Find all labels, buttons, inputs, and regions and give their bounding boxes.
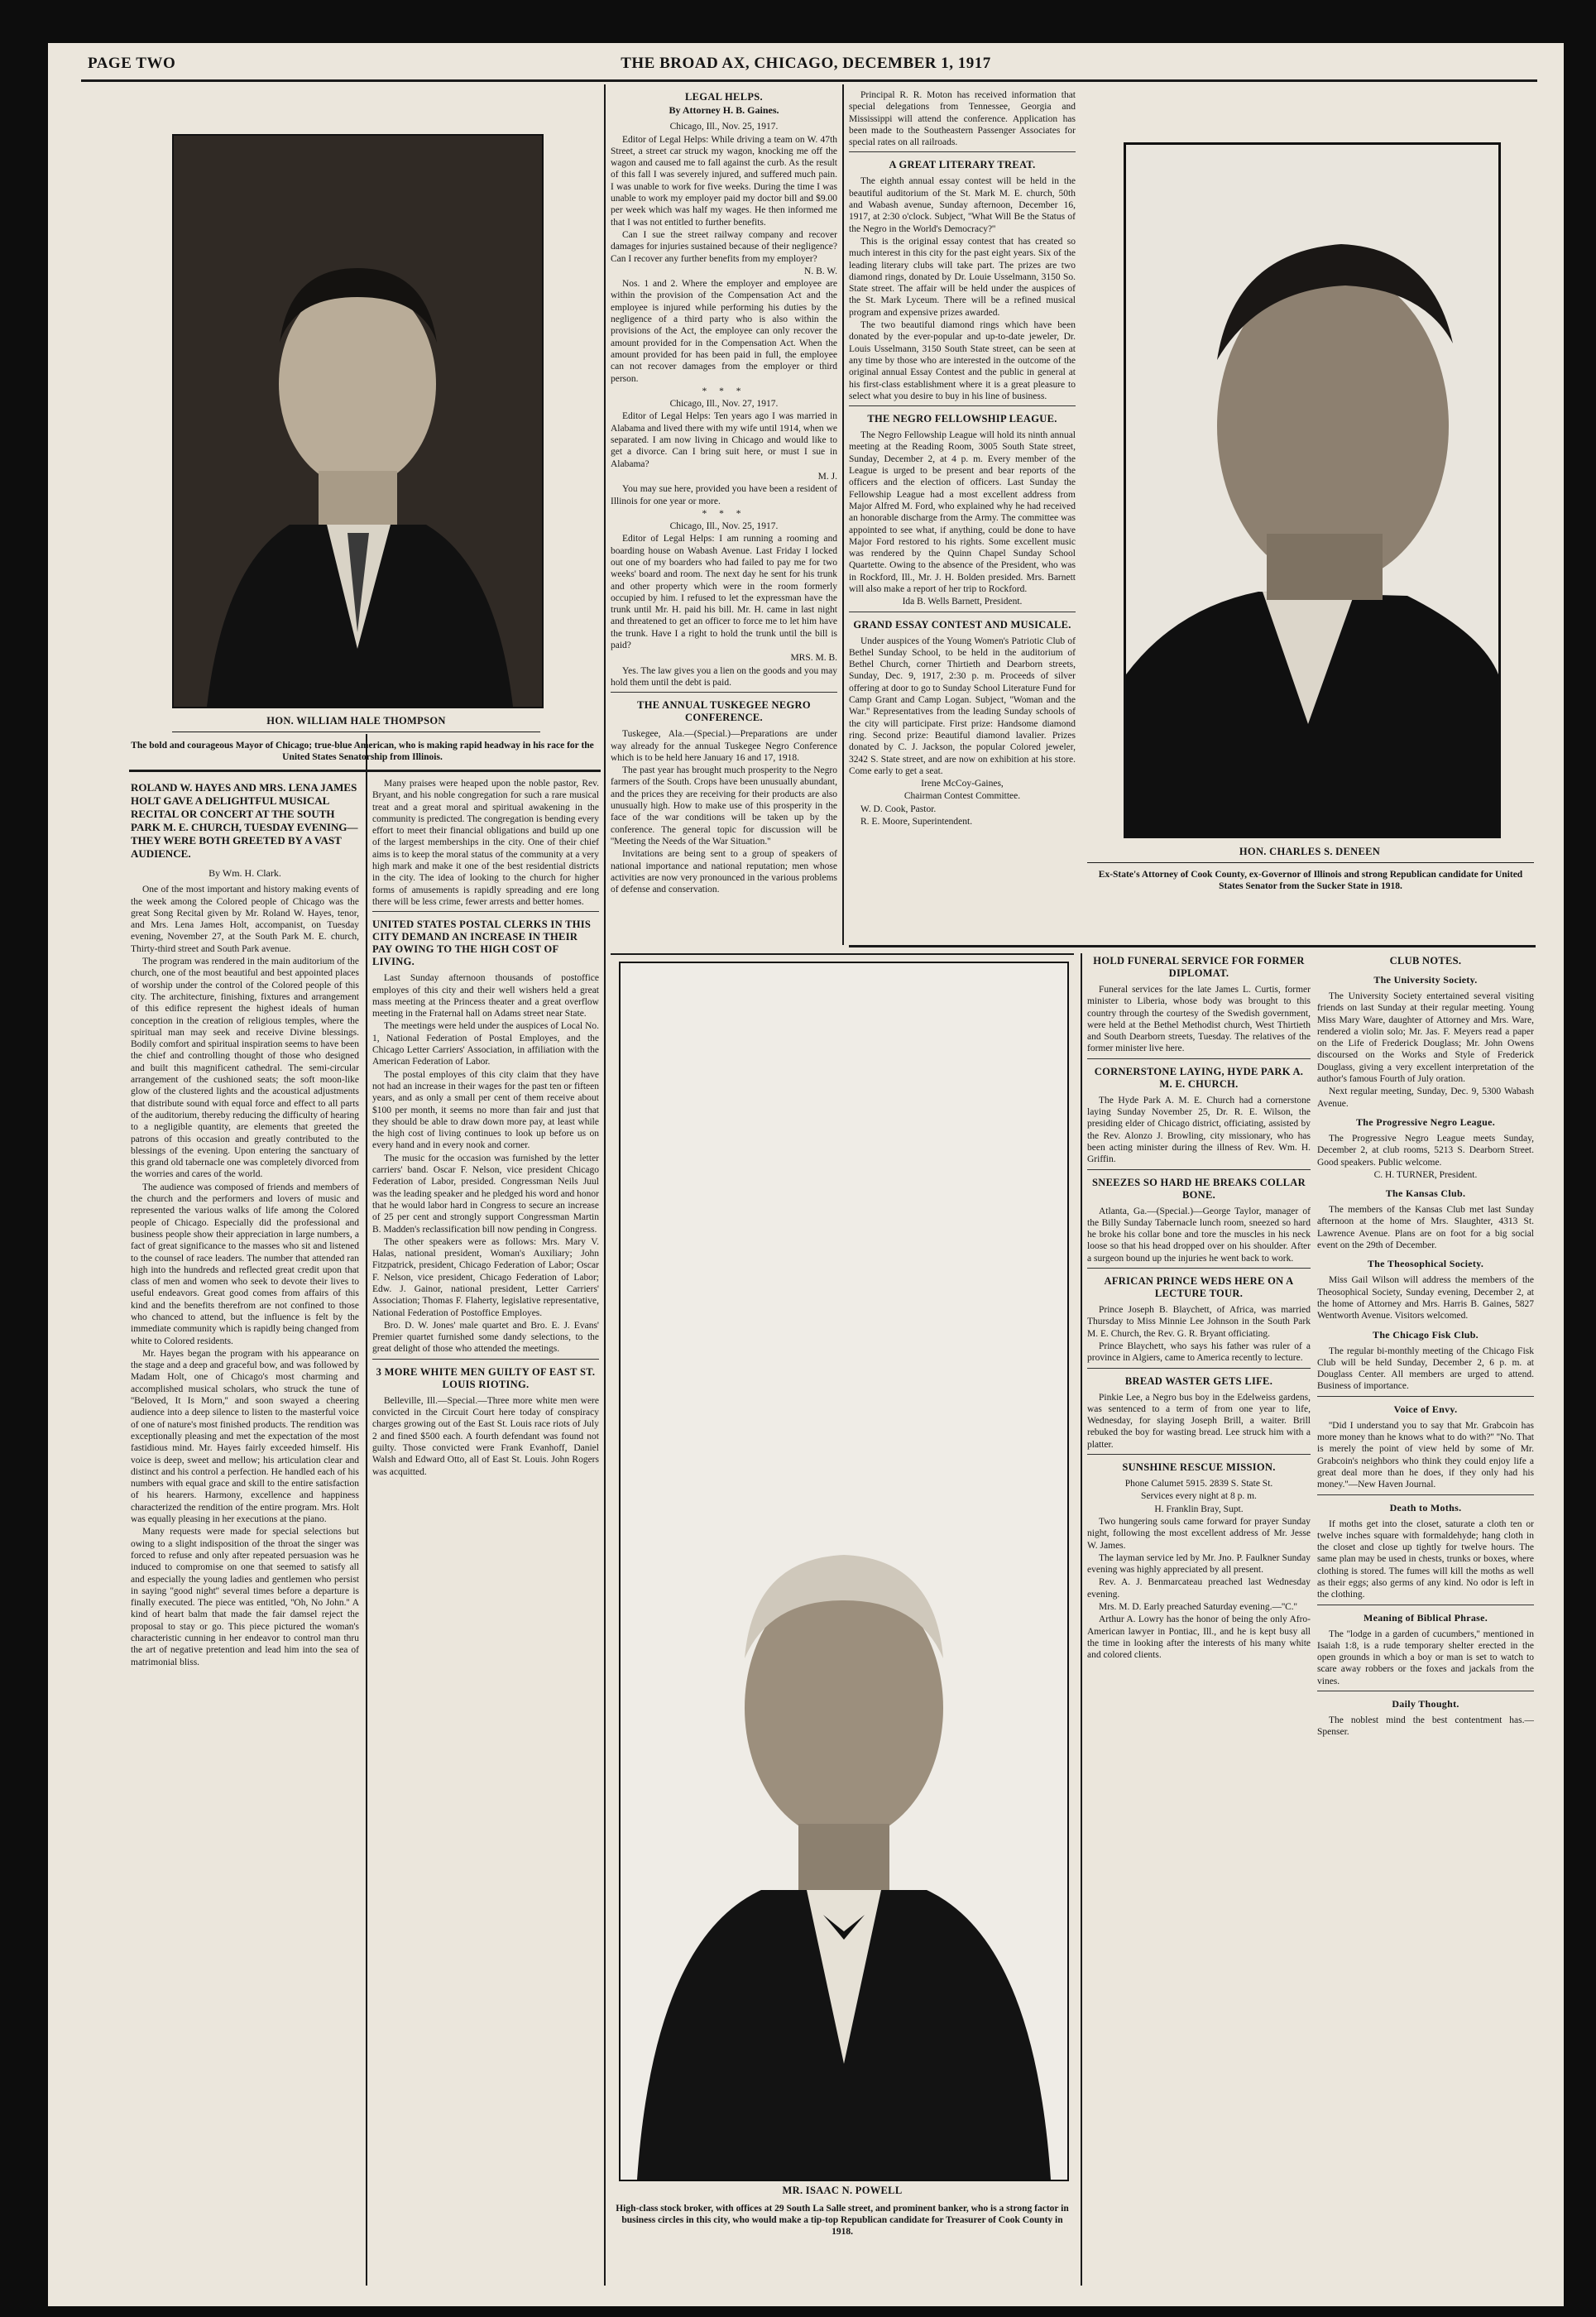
bread-paragraph: Pinkie Lee, a Negro bus boy in the Edelweiss gardens, was sentenced to a term of from one year to life, Wednesday, for slaying Joseph Brill, a waiter. Brill rebuked the boy for wasting bread. Lee struck him with a platter. (1087, 1392, 1311, 1450)
postal-paragraph: The music for the occasion was furnished by the letter carriers' band. Oscar F. Nelson, vice president Chicago Federation of Labor, presided. Congressman Neils Juul was the leading speaker and he pledged his word and honor that he would labor hard in Congress to secure an increase of 25 per cent and strongly support Congressman Martin B. Madden's reclassification bill now pending in Congress. (372, 1153, 599, 1235)
legal-date: Chicago, Ill., Nov. 25, 1917. (669, 122, 779, 132)
tuskegee-paragraph: Invitations are being sent to a group of speakers of national importance and national reputation; men whose activities are now very pronounced in the various problems of defense and conservation. (611, 849, 837, 895)
newspaper-page (48, 43, 1564, 2306)
legal-answer: You may sue here, provided you have been a resident of Illinois for one year or more. (611, 484, 837, 506)
section-rule (129, 770, 601, 772)
fellowship-paragraph: The Negro Fellowship League will hold its ninth annual meeting at the Reading Room, 3005 South State street, Sunday, December 2, at 4 p. m. Every member of the League is urged to be present and bear reports of the officers and the election of officers. Last Sunday the Fellowship League had a most excellent address from Major Alfred M. Ford, who explained why he had received an honorable discharge from the Army. The committee was appointed to see what, if anything, could be done to have Major Ford restored to his rights. Some excellent music was rendered by the Quinn Chapel Sunday School Quartette. Owing to the absence of the President, who was in Rockford, Ill., Mr. J. H. Bolden presided. Mrs. Barnett will also make a report of her trip to Rockford. (849, 430, 1076, 594)
literary-paragraph: The two beautiful diamond rings which have been donated by the ever-popular and up-to-date jeweler, Dr. Louis Usselmann, 3150 South State street, can be seen at any time by those who are interested in the outcome of the original annual Essay Contest and the public in general at his first-class establishment where it is a great pleasure to select what you desire to buy in his line of business. (849, 320, 1076, 401)
powell-portrait (619, 962, 1069, 2181)
deneen-name: HON. CHARLES S. DENEEN (1239, 846, 1381, 857)
thompson-caption: The bold and courageous Mayor of Chicago; true-blue American, who is making rapid headway in his race for the United States Senatorship from Illinois. (131, 741, 594, 762)
clubs-headline: CLUB NOTES. (1389, 955, 1462, 967)
prince-headline: AFRICAN PRINCE WEDS HERE ON A LECTURE TOUR. (1104, 1275, 1294, 1300)
legal-separator: * * * (702, 508, 746, 519)
recital-paragraph: Many requests were made for special selections but owing to a slight indisposition of the throat the singer was forced to refuse and only after repeated persuasion was he induced to compromise on one that seemed to satisfy all and especially the young ladies and gentlemen who persist in saying ''good night'' several times before a departure is finally executed. The piece was entitled, ''Oh, No John.'' A kind of heart balm that made the fair damsel reject the proposal to stay or go. This piece pictured the woman's characteristic cunning in her endeavor to control man thru the art of negative pretention and lead him into the sea of matrimonial bliss. (131, 1527, 359, 1667)
recital-paragraph: Mr. Hayes began the program with his appearance on the stage and a deep and graceful bow, and was followed by Madam Holt, one of Chicago's most charming and accomplished musical scholars, who struck the tune of ''Beloved, It Is Morn,'' and soon swayed a cheering audience into a deep silence to listen to the masterful voice of one of nature's most finished products. The rendition was exceptionally pleasing and met the expectation of the most fastidious mind. Mr. Hayes fairly exceeded himself. His voice is deep, sweet and mellow; his articulation clear and distinct and his control a perfection. He handled each of his numbers with equal grace and skill to the entire satisfaction of his hearers. Harmony, excellence and happiness characterized the rendition of the entire program. Mrs. Holt was equally pleasing in her executions at the piano. (131, 1348, 359, 1525)
club-heading: The Chicago Fisk Club. (1373, 1328, 1479, 1341)
recital-paragraph: One of the most important and history making events of the week among the Colored people of Chicago was the great Song Recital given by Mr. Roland W. Hayes, tenor, and Mrs. Lena James Holt, accompanist, on Tuesday evening, November 27, at the South Park M. E. church, Thirty-third street and South Park avenue. (131, 885, 359, 954)
divider (1087, 1169, 1311, 1170)
tuskegee-paragraph: The past year has brought much prosperity to the Negro farmers of the South. Crops have been unusually abundant, and the prices they are receiving for their products are also unusually high. How to make use of this prosperity in the face of the war conditions will be taken up by the conference. The general topic for discussion will be ''Meeting the Needs of the War Situation.'' (611, 765, 837, 847)
legal-question: Editor of Legal Helps: I am running a rooming and boarding house on Wabash Avenue. Last Friday I locked out one of my boarders who had failed to pay me for two weeks' board and room. The next day he sent for his trunk and other property which were in the room formerly occupied by him. I refused to let the expressman have the trunk until Mr. H. paid his bill. Mr. H. came in last night and threatened to get an officer to force me to let him have the trunk. Have I a right to hold the trunk until the bill is paid? (611, 534, 837, 651)
sneezes-headline: SNEEZES SO HARD HE BREAKS COLLAR BONE. (1092, 1176, 1306, 1201)
divider (611, 692, 837, 693)
section-rule (849, 945, 1536, 947)
legal-signature: N. B. W. (804, 266, 837, 276)
legal-signature: M. J. (817, 471, 837, 482)
literary-paragraph: The eighth annual essay contest will be held in the beautiful auditorium of the St. Mark M. E. church, 50th and Wabash avenue, Sunday afternoon, December 16, 1917, at 2:30 o'clock. Subject, ''What Will Be the Status of the Negro in the World's Democracy?'' (849, 176, 1076, 234)
divider (1087, 1268, 1311, 1269)
essay-headline: GRAND ESSAY CONTEST AND MUSICALE. (853, 618, 1071, 631)
divider (1087, 1058, 1311, 1059)
legal-signature: MRS. M. B. (790, 653, 837, 664)
club-signature: C. H. TURNER, President. (1373, 1169, 1478, 1180)
sunshine-paragraph: The layman service led by Mr. Jno. P. Faulkner Sunday evening was highly appreciated by all present. (1087, 1552, 1311, 1576)
legal-date: Chicago, Ill., Nov. 25, 1917. (669, 521, 779, 532)
postal-headline: UNITED STATES POSTAL CLERKS IN THIS CITY DEMAND AN INCREASE IN THEIR PAY OWING TO THE HIGH COST OF LIVING. (372, 919, 592, 968)
divider (849, 151, 1076, 152)
divider (372, 1359, 599, 1360)
club-paragraph: Miss Gail Wilson will address the members of the Theosophical Society, Sunday evening, December 2, at the home of Attorney and Mrs. Harris B. Gaines, 5827 Wentworth Avenue. Visitors welcomed. (1317, 1275, 1534, 1322)
deneen-portrait (1124, 142, 1501, 838)
recital-paragraph: The program was rendered in the main auditorium of the church, one of the most beautiful and best appointed places of worship under the control of the Colored people of this city. The architecture, finishing, fixtures and arrangement of this edifice represent the highest ideals of human conception in the creation of religious temples, where the spiritual man may seek and receive Divine blessings. Bodily comfort and spiritual inspiration seems to have been the chief and controlling thought of those who designed and built this magnificent cathedral. The semi-circular arrangement of the cushioned seats; the soft moon-like glow of the clustered lights and the acoustical adjustments that distribute sound with equal force and effect to all parts of the auditorium, thereby reducing the difficulty of hearing to a negligible quantity, are elements that greeted the patrons of this occasion and greatly contributed to the blessings of the evening. Upon entering the sanctuary of this grand old tabernacle one was completely divorced from the worries and cares of the world. (131, 957, 359, 1180)
events-column (849, 89, 1076, 950)
prince-paragraph: Prince Joseph B. Blaychett, of Africa, was married Thursday to Miss Minnie Lee Johnson in the South Park M. E. Church, the Rev. G. R. Bryant officiating. (1087, 1305, 1311, 1339)
envy-paragraph: ''Did I understand you to say that Mr. Grabcoin has more money than he knows what to do with?'' ''No. That is merely the point of view held by some of Mr. Grabcoin's neighbors who think they could enjoy life a great deal more than he does, if they only had his money.''—New Haven Journal. (1317, 1420, 1534, 1490)
divider (1317, 1494, 1534, 1495)
club-heading: The Progressive Negro League. (1355, 1115, 1495, 1128)
postal-paragraph: Last Sunday afternoon thousands of postoffice employes of this city and their well wishers held a great mass meeting at the Princess theater and a great overflow meeting in the Fraternal hall on Adams street near State. (372, 973, 599, 1019)
powell-caption: High-class stock broker, with offices at 29 South La Salle street, and prominent banker, who is a strong factor in business circles in this city, who would make a tip-top Republican candidate for Treasurer of Cook County in 1918. (616, 2204, 1069, 2237)
masthead-title: THE BROAD AX, CHICAGO, DECEMBER 1, 1917 (621, 55, 991, 72)
literary-headline: A GREAT LITERARY TREAT. (889, 159, 1036, 171)
sunshine-paragraph: Mrs. M. D. Early preached Saturday evening.—''C.'' (1099, 1601, 1297, 1612)
funeral-headline: HOLD FUNERAL SERVICE FOR FORMER DIPLOMAT. (1093, 955, 1305, 979)
tuskegee-headline: THE ANNUAL TUSKEGEE NEGRO CONFERENCE. (637, 699, 811, 724)
prince-paragraph: Prince Blaychett, who says his father was ruler of a province in Algiers, came to America recently to lecture. (1087, 1341, 1311, 1364)
funeral-paragraph: Funeral services for the late James L. Curtis, former minister to Liberia, whose body was brought to this country through the courtesy of the Swedish government, were held at the Bethel Methodist church, West Thirtieth and South Dearborn streets, Tuesday. The relatives of the former minister live here. (1087, 985, 1311, 1054)
legal-column (611, 89, 837, 950)
club-paragraph: The members of the Kansas Club met last Sunday afternoon at the home of Mrs. Slaughter, 4313 St. Lawrence Avenue. Plans are on foot for a big social event on the 29th of December. (1317, 1205, 1534, 1251)
club-heading: The Kansas Club. (1385, 1187, 1466, 1200)
deneen-caption: Ex-State's Attorney of Cook County, ex-Governor of Illinois and strong Republican candidate for United States Senator from the Sucker State in 1918. (1098, 870, 1523, 891)
club-heading: The Theosophical Society. (1367, 1258, 1484, 1270)
section-rule (611, 953, 1074, 955)
sunshine-paragraph: Rev. A. J. Benmarcateau preached last Wednesday evening. (1087, 1577, 1311, 1600)
recital-paragraph: The audience was composed of friends and members of the church and the performers and lovers of music and represented the various walks of life among the Colored people of Chicago. Especially did the professional and business people show their appreciation in large numbers, a fact of great significance to the masses who sit and listened to the counsel of race leaders. The number that attended ran high into the hundreds and reflected great credit upon that class of men and women who seek to devote their lives to useful endeavors. Great good comes from affairs of this kind and the benefits therefrom are not confined to those who chanced to attend, but the influence is felt by the immediate community which is rapidly being changed from white to Colored residents. (131, 1182, 359, 1346)
legal-question: Can I sue the street railway company and recover damages for injuries sustained because of their negligence? Can I recover any further benefits from my employer? (611, 229, 837, 264)
caption-rule (1087, 862, 1534, 863)
legal-answer: Nos. 1 and 2. Where the employer and employee are within the provision of the Compensation Act and the employee is injured while performing his duties by the negligence of a third party who is also within the provisions of the Act, the employee can only recover the amount provided for in the Compensation Act. When the amount provided for has been paid in full, the employee can not recover damages from the employer or third person. (611, 279, 837, 384)
legal-answer: Yes. The law gives you a lien on the goods and you may hold them until the debt is paid. (611, 665, 837, 688)
sunshine-supt: H. Franklin Bray, Supt. (1154, 1504, 1244, 1514)
portrait-image (621, 963, 1067, 2180)
bread-headline: BREAD WASTER GETS LIFE. (1124, 1374, 1273, 1387)
divider (849, 405, 1076, 406)
recital-paragraph: Many praises were heaped upon the noble pastor, Rev. Bryant, and his noble congregation for such a rare musical treat and a great moral and spiritual awakening in the community is predicted. The congregation is bending every effort to meet their financial obligations and build up one of the largest memberships in the city. One of their chief aims is to keep the moral status of the community at a very high mark and make it one of the best residential districts in the city. The idea of looking to the church for higher forms of amusements is rapidly spreading and ere long there will be less crime, fewer arrests and better homes. (372, 779, 599, 907)
recital-byline: By Wm. H. Clark. (208, 867, 281, 879)
news-column (1087, 953, 1311, 2286)
essay-signature: W. D. Cook, Pastor. (860, 804, 937, 814)
recital-article (131, 778, 359, 2286)
sunshine-paragraph: Two hungering souls came forward for prayer Sunday night, following the most excellent address of Mr. Jesse W. James. (1087, 1516, 1311, 1551)
moths-headline: Death to Moths. (1389, 1501, 1462, 1513)
biblical-headline: Meaning of Biblical Phrase. (1363, 1611, 1488, 1624)
legal-question: Editor of Legal Helps: While driving a team on W. 47th Street, a street car struck my wagon, knocking me off the wagon and caused me to fall against the curb. As the result of this fall I was severely injured, and suffered much pain. I was unable to work for five weeks. During the time I was unable to work my employer paid my doctor bill and $9.00 per week which was half my wages. He then informed me that I was not entitled to further benefits. (611, 134, 837, 228)
sunshine-address: Phone Calumet 5915. 2839 S. State St. (1124, 1479, 1273, 1490)
moths-paragraph: If moths get into the closet, saturate a cloth ten or twelve inches square with formaldehyde; hang cloth in the closet and close up tightly for twelve hours. The same plan may be used in chests, trunks or boxes, where clothing is stored. The fumes will kill the moths as well as their eggs; also germs of any kind. No odor is left in the clothing. (1317, 1518, 1534, 1600)
legal-separator: * * * (702, 386, 746, 396)
postal-paragraph: The postal employes of this city claim that they have not had an increase in their wages for the past ten or fifteen years, and as only a small per cent of them receive about $100 per month, it seems no more than fair and just that they should be able to draw down more pay, at least while the high cost of living continues to look up before us on every hand and in every nook and corner. (372, 1069, 599, 1151)
sunshine-headline: SUNSHINE RESCUE MISSION. (1122, 1461, 1276, 1474)
club-paragraph: The regular bi-monthly meeting of the Chicago Fisk Club will be held Sunday, December 2, 6 p. m. at Douglass Center. All members are urged to attend. Business of importance. (1317, 1346, 1534, 1392)
postal-paragraph: The other speakers were as follows: Mrs. Mary V. Halas, national president, Woman's Auxiliary; John Fitzpatrick, president, Chicago Federation of Labor; Oscar F. Nelson, vice president, Chicago Federation of Labor; Edw. J. Gainor, national president, Letter Carriers' Association; Thomas F. Flaherty, legislative representative, National Federation of Postoffice Employes. (372, 1236, 599, 1318)
essay-signature: Chairman Contest Committee. (903, 791, 1021, 802)
thompson-name: HON. WILLIAM HALE THOMPSON (266, 715, 446, 727)
legal-question: Editor of Legal Helps: Ten years ago I was married in Alabama and lived there with my wife until 1914, when we separated. I am now living in Chicago and would like to get a divorce. Can I bring suit here, or must I sue in Alabama? (611, 411, 837, 469)
sneezes-paragraph: Atlanta, Ga.—(Special.)—George Taylor, manager of the Billy Sunday Tabernacle lunch room, sneezed so hard he broke his collar bone and tore the muscles in his neck loose so that his head dropped over on his shoulder. After a surgeon bound up the injuries he went back to work. (1087, 1206, 1311, 1264)
column-rule (604, 84, 606, 2286)
column-rule (842, 84, 844, 945)
envy-headline: Voice of Envy. (1393, 1403, 1458, 1415)
divider (1087, 1368, 1311, 1369)
powell-name: MR. ISAAC N. POWELL (782, 2185, 903, 2196)
daily-headline: Daily Thought. (1392, 1698, 1459, 1710)
biblical-paragraph: The ''lodge in a garden of cucumbers,'' mentioned in Isaiah 1:8, is a rude temporary shelter erected in the open grounds in which a boy or man is set to watch to scare away robbers or the foxes and jackals from the vines. (1317, 1629, 1534, 1686)
fellowship-signature: Ida B. Wells Barnett, President. (902, 597, 1023, 607)
daily-paragraph: The noblest mind the best contentment has.—Spenser. (1317, 1715, 1534, 1738)
divider (1317, 1396, 1534, 1397)
legal-headline: LEGAL HELPS. (685, 91, 763, 103)
club-paragraph: The University Society entertained several visiting friends on last Sunday at their regular meeting. Young Miss Mary Ware, daughter of Attorney and Mrs. Ware, rendered a violin solo; Mr. Jas. F. Meyers read a paper on the Life of Frederick Douglass; Mr. John Owens discoursed on the Works and Style of Frederick Douglass, giving a very excellent interpretation of the author's famous Fourth of July oration. (1317, 991, 1534, 1085)
column-rule (366, 734, 367, 2286)
fellowship-headline: THE NEGRO FELLOWSHIP LEAGUE. (867, 413, 1057, 425)
literary-paragraph: This is the original essay contest that has created so much interest in this city for the past eight years. Six of the leading literary clubs will take part. The prizes are two diamond rings, donated by Dr. Louie Usselmann, 3150 So. State street. The affair will be held under the auspices of the St. Mark Lyceum. There will be a refined musical program and expensive prizes awarded. (849, 236, 1076, 318)
tuskegee-paragraph: Tuskegee, Ala.—(Special.)—Preparations are under way already for the annual Tuskegee Negro Conference which is to be held here January 16 and 17, 1918. (611, 729, 837, 763)
column-rule (1081, 953, 1082, 2286)
club-paragraph: Next regular meeting, Sunday, Dec. 9, 5300 Wabash Avenue. (1317, 1087, 1534, 1109)
postal-paragraph: Bro. D. W. Jones' male quartet and Bro. E. J. Evans' Premier quartet furnished some dandy selections, to the great delight of those who attended the meetings. (372, 1320, 599, 1355)
essay-signature: Irene McCoy-Gaines, (921, 779, 1004, 789)
sunshine-services: Services every night at 8 p. m. (1141, 1491, 1257, 1502)
essay-paragraph: Under auspices of the Young Women's Patriotic Club of Bethel Sunday School, to be held in the auditorium of Bethel Church, corner Thirtieth and Dearborn streets, Sunday, Dec. 9, 1917, 2:30 p. m. Proceeds of silver offering at door to go to Sunday School Literature Fund for Camp Grant and Camp Logan. Subject, ''Woman and the War.'' Representatives from the leading Sunday schools of the city will participate. First prize: Handsome diamond ring. Second prize: Beautiful diamond lavalier. Prizes donated by C. J. Jackson, the popular Colored jeweler, 3242 S. State street, and are now on exhibition at his store. Come early to get a seat. (849, 636, 1076, 776)
cornerstone-headline: CORNERSTONE LAYING, HYDE PARK A. M. E. CHURCH. (1094, 1065, 1304, 1090)
header-rule (81, 79, 1537, 82)
legal-date: Chicago, Ill., Nov. 27, 1917. (669, 399, 779, 410)
club-paragraph: The Progressive Negro League meets Sunday, December 2, at club rooms, 5213 S. Dearborn Street. Good speakers. Public welcome. (1317, 1133, 1534, 1168)
cornerstone-paragraph: The Hyde Park A. M. E. Church had a cornerstone laying Sunday November 25, Dr. R. E. Wilson, the presiding elder of Chicago district, officiating, assisted by the Rev. Alonzo J. Browling, city missionary, who has been acting minister during the illness of Rev. Wm. H. Griffin. (1087, 1095, 1311, 1165)
clubs-column (1317, 953, 1534, 2286)
divider (372, 911, 599, 912)
sunshine-paragraph: Arthur A. Lowry has the honor of being the only Afro-American lawyer in Pontiac, Ill., and he is kept busy all the time in looking after the interests of his many white and colored clients. (1087, 1614, 1311, 1661)
page-number: PAGE TWO (88, 55, 176, 72)
divider (1087, 1454, 1311, 1455)
riot-paragraph: Belleville, Ill.—Special.—Three more white men were convicted in the Circuit Court here today of conspiracy charges growing out of the East St. Louis race riots of July 2 and fined $500 each. A fourth defendant was found not guilty. Those convicted were Frank Evanhoff, Daniel Walsh and Edward Otto, all of East St. Louis. John Rogers was acquitted. (372, 1395, 599, 1477)
column-two (372, 778, 599, 2286)
essay-signature: R. E. Moore, Superintendent. (860, 817, 973, 828)
riot-headline: 3 MORE WHITE MEN GUILTY OF EAST ST. LOUIS RIOTING. (376, 1365, 596, 1390)
recital-headline: ROLAND W. HAYES AND MRS. LENA JAMES HOLT GAVE A DELIGHTFUL MUSICAL RECITAL OR CONCERT AT THE SOUTH PARK M. E. CHURCH, TUESDAY EVENING—THEY WERE BOTH GREETED BY A VAST AUDIENCE. (131, 781, 358, 860)
tuskegee-paragraph: Principal R. R. Moton has received information that special delegations from Tennessee, Georgia and Mississippi will attend the conference. Application has been made to the Southeastern Passenger Associates for special rates on all railroads. (849, 90, 1076, 148)
portrait-image (1126, 145, 1498, 836)
club-heading: The University Society. (1373, 974, 1478, 986)
postal-paragraph: The meetings were held under the auspices of Local No. 1, National Federation of Postal Employes, and the Chicago Letter Carriers' Association, in affiliation with the American Federation of Labor. (372, 1021, 599, 1067)
legal-byline: By Attorney H. B. Gaines. (669, 104, 779, 116)
thompson-portrait (172, 134, 544, 708)
portrait-image (174, 136, 542, 707)
